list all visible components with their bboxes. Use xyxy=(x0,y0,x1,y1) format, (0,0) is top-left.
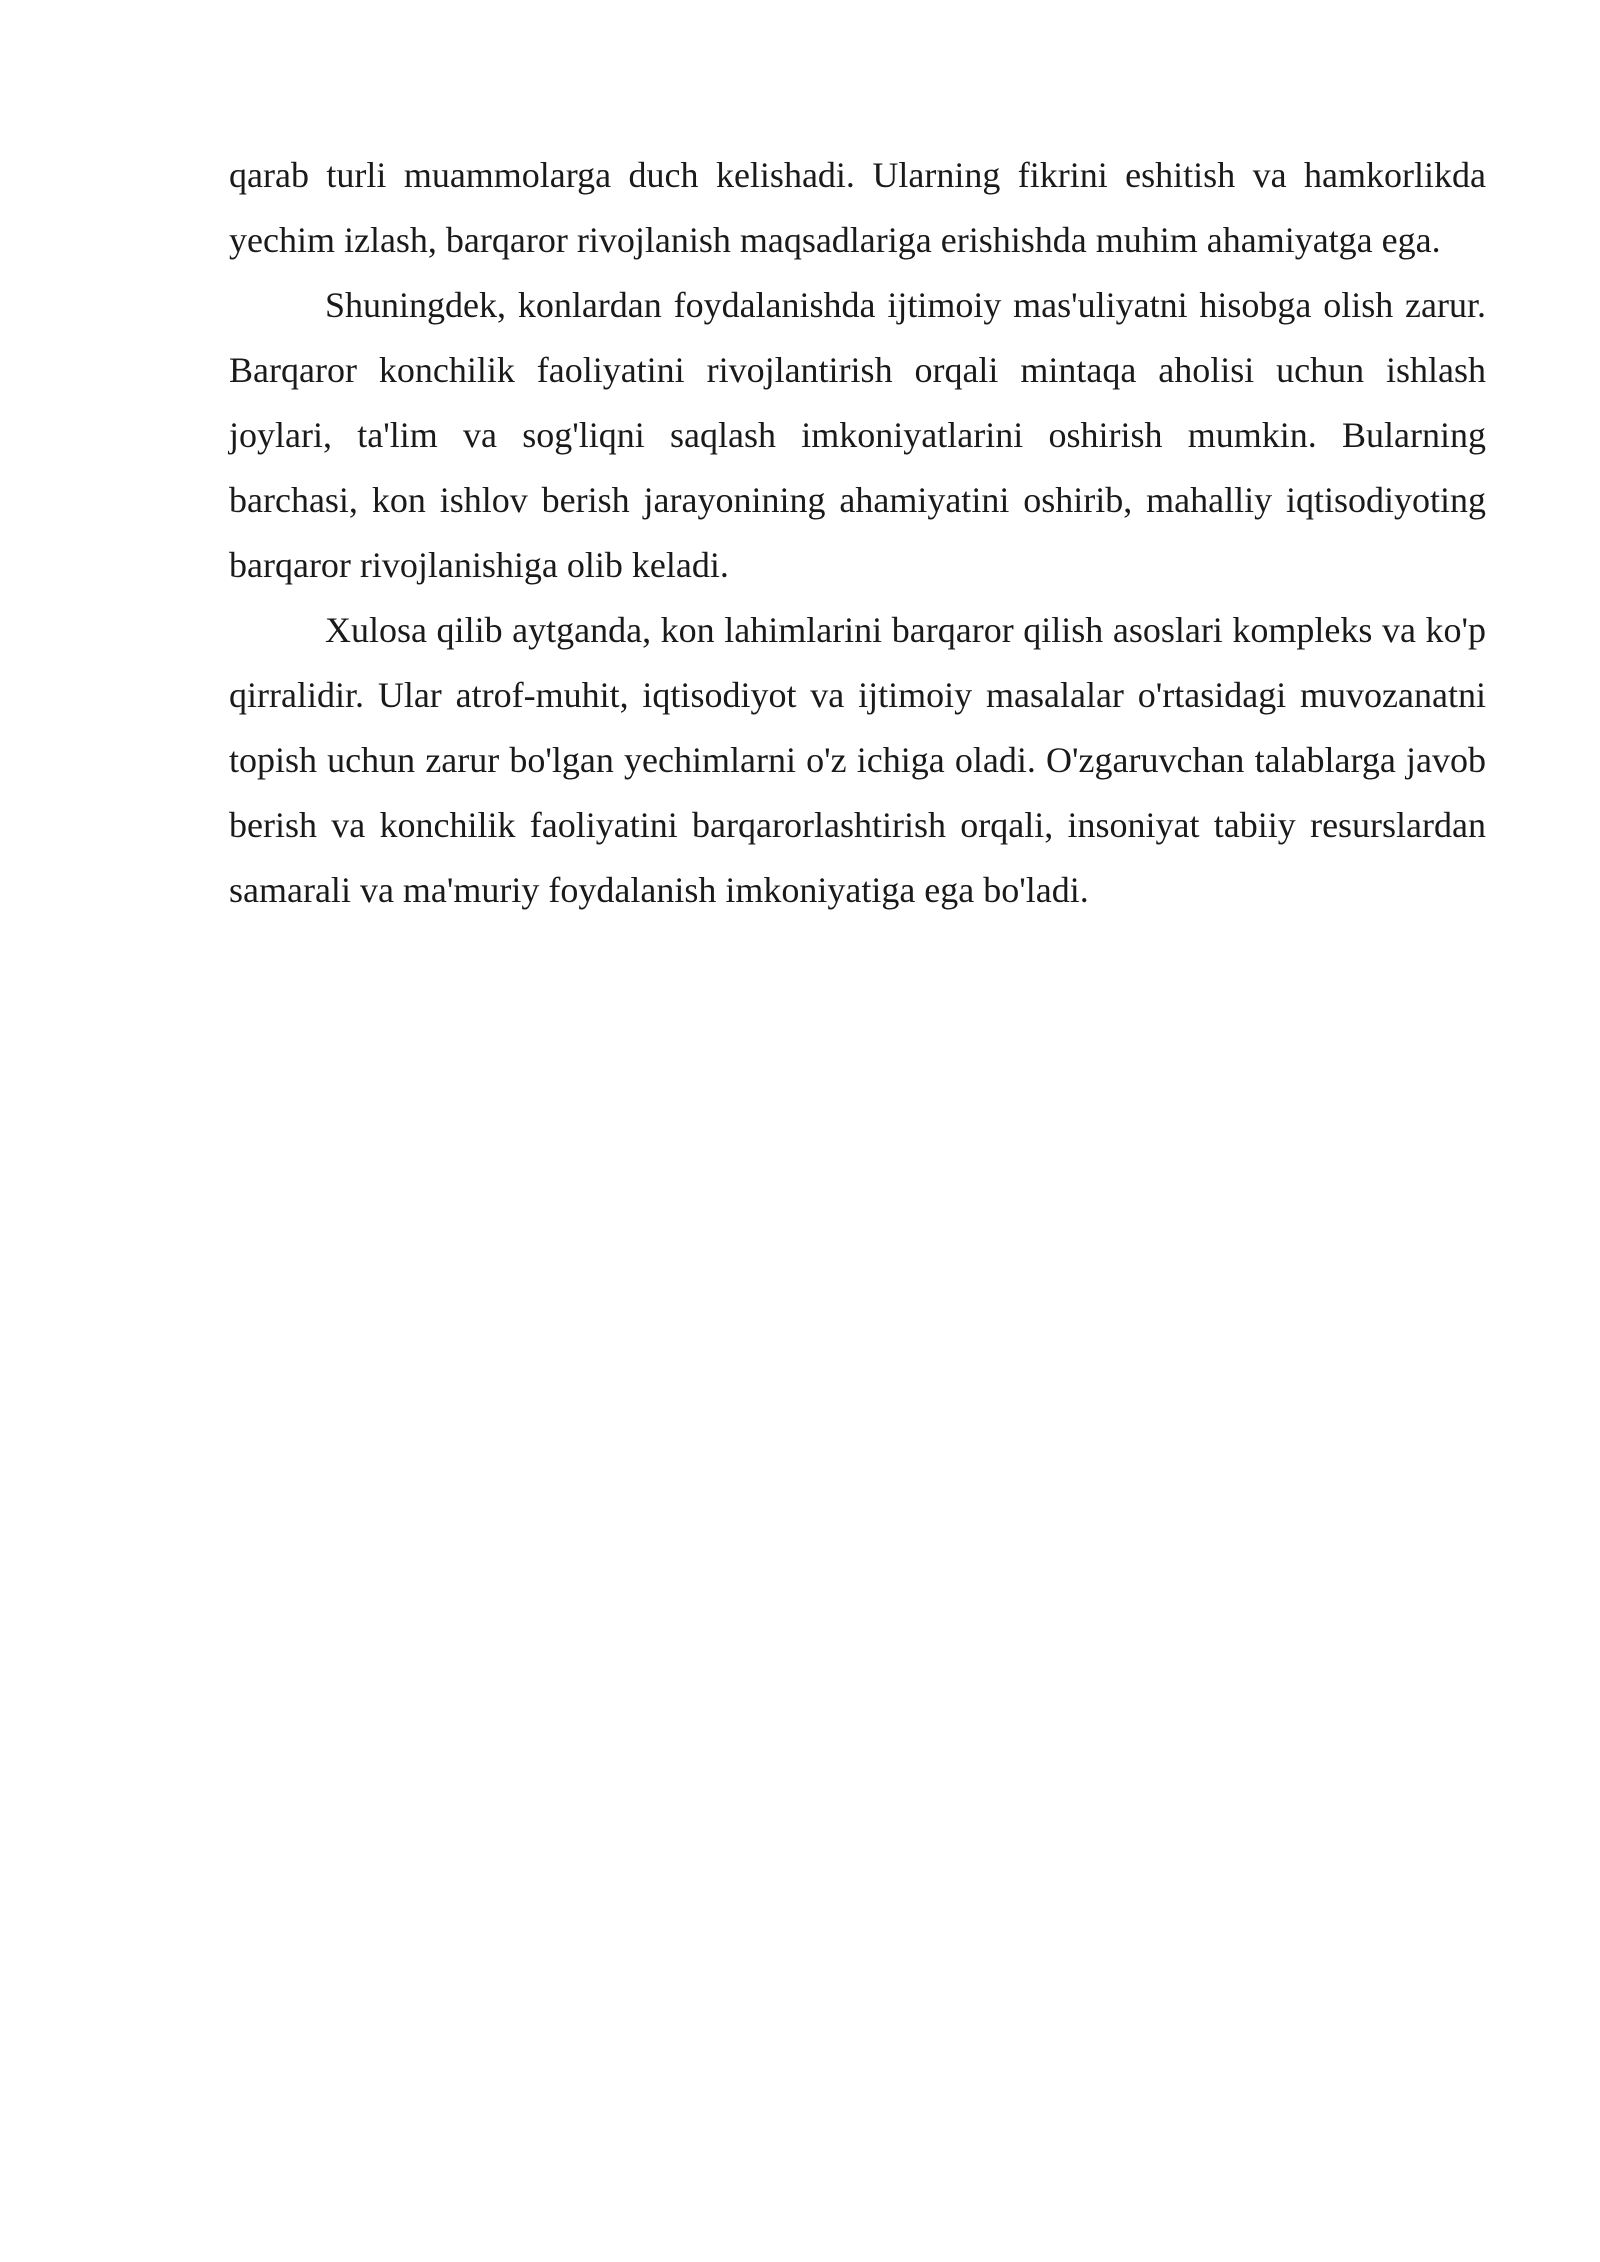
paragraph-continuation: qarab turli muammolarga duch kelishadi. Ularning fikrini eshitish va hamkorlikda yechim izlash, barqaror rivojlanish maqsadlariga erishishda muhim ahamiyatga ega. xyxy=(229,155,1486,260)
paragraph-conclusion: Xulosa qilib aytganda, kon lahimlarini barqaror qilish asoslari kompleks va ko'p qirralidir. Ular atrof-muhit, iqtisodiyot va ijtimoiy masalalar o'rtasidagi muvozanatni topish uchun zarur bo'lgan yechimlarni o'z ichiga oladi. O'zgaruvchan talablarga javob berish va konchilik faoliyatini barqarorlashtirish orqali, insoniyat tabiiy resurslardan samarali va ma'muriy foydalanish imkoniyatiga ega bo'ladi. xyxy=(229,610,1486,910)
body-text xyxy=(229,143,1486,923)
paragraph-social-responsibility: Shuningdek, konlardan foydalanishda ijtimoiy mas'uliyatni hisobga olish zarur. Barqaror konchilik faoliyatini rivojlantirish orqali mintaqa aholisi uchun ishlash joylari, ta'lim va sog'liqni saqlash imkoniyatlarini oshirish mumkin. Bularning barchasi, kon ishlov berish jarayonining ahamiyatini oshirib, mahalliy iqtisodiyoting barqaror rivojlanishiga olib keladi. xyxy=(229,285,1486,585)
